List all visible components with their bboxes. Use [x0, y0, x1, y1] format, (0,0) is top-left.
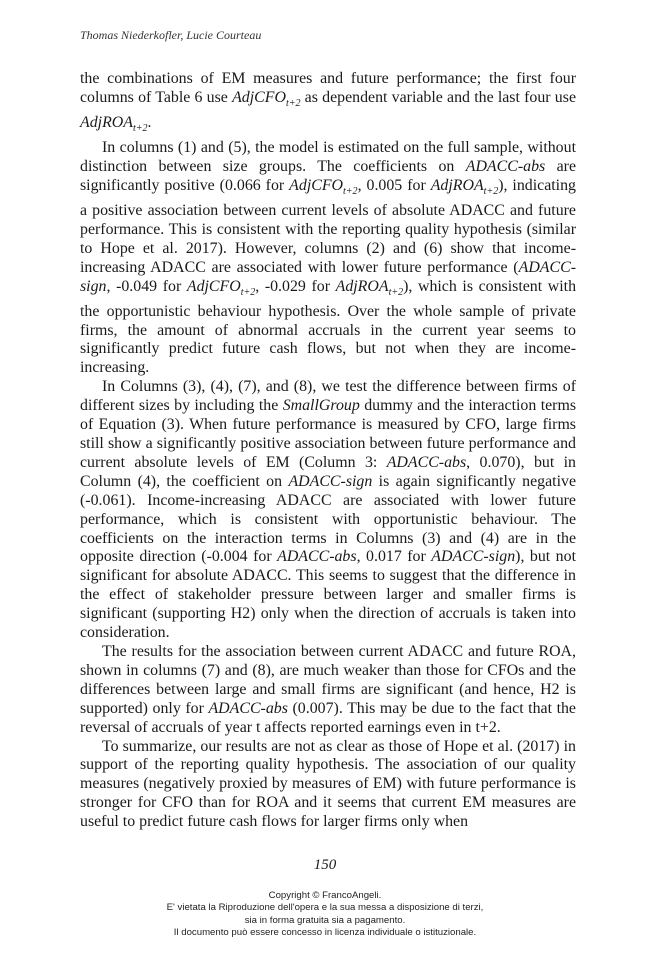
italic-term: SmallGroup [282, 397, 360, 415]
italic-term: AdjCFO [232, 88, 286, 106]
paragraph: In columns (1) and (5), the model is estimated on the full sample, without distinction between size groups. The coefficients on ADACC-abs are significantly positive (0.066 for AdjCFO$_{t+2}$, 0.005 for AdjROA$_{t+2}$), indicating a positive association between current levels of absolute ADACC and future performance. This is consistent with the reporting quality hypothesis (similar to Hope et al. 2017). However, columns (2) and (6) show that income-increasing ADACC are associated with lower future performance (ADACC-sign, -0.049 for AdjCFO$_{t+2}$, -0.029 for AdjROA$_{t+2}$), which is consistent with the opportunistic behaviour hypothesis. Over the whole sample of private firms, the amount of abnormal accruals in the current year seems to significantly predict future cash flows, but not when they are income-increasing. [80, 139, 577, 377]
italic-term: AdjROA [80, 113, 133, 131]
copyright-line: sia in forma gratuita sia a pagamento. [244, 914, 406, 926]
subscript: t+2 [388, 286, 404, 298]
subscript: t+2 [132, 123, 148, 135]
italic-term: ADACC-abs [277, 548, 357, 566]
italic-term: ADACC-abs [208, 699, 288, 717]
paragraph: To summarize, our results are not as clear as those of Hope et al. (2017) in support of the reporting quality hypothesis. The association of our quality measures (negatively proxied by measures of EM) with future performance is stronger for CFO than for ROA and it seems that current EM measures are useful to predict future cash flows for larger firms only when [80, 737, 576, 831]
page-number: 150 [313, 857, 337, 873]
italic-term: ADACC-abs [465, 157, 546, 175]
italic-term: AdjROA [430, 176, 484, 194]
running-head-authors: Thomas Niederkofler, Lucie Courteau [80, 28, 262, 42]
italic-term: AdjCFO [289, 176, 344, 194]
subscript: t+2 [483, 186, 499, 198]
italic-term: ADACC-abs [386, 453, 467, 471]
paragraph: the combinations of EM measures and future performance; the first four columns of Table 6 use AdjCFO$_{t+2}$ as dependent variable and the last four use AdjROA$_{t+2}$. [80, 70, 576, 135]
copyright-line: E' vietata la Riproduzione dell'opera e la sua messa a disposizione di terzi, [166, 902, 484, 914]
subscript: t+2 [240, 286, 256, 298]
body-text [80, 70, 576, 832]
subscript: t+2 [285, 98, 301, 110]
italic-term: ADACC-sign [288, 472, 373, 490]
paragraph: The results for the association between current ADACC and future ROA, shown in columns (7) and (8), are much weaker than those for CFOs and the differences between large and small firms are significant (and hence, H2 is supported) only for ADACC-abs (0.007). This may be due to the fact that the reversal of accruals of year t affects reported earnings even in t+2. [80, 642, 576, 736]
copyright-notice [0, 890, 650, 940]
paragraph: In Columns (3), (4), (7), and (8), we test the difference between firms of different sizes by including the SmallGroup dummy and the interaction terms of Equation (3). When future performance is measured by CFO, large firms still show a significantly positive association between future performance and current absolute levels of EM (Column 3: ADACC-abs, 0.070), but in Column (4), the coefficient on ADACC-sign is again significantly negative (-0.061). Income-increasing ADACC are associated with lower future performance, which is consistent with opportunistic behaviour. The coefficients on the interaction terms in Columns (3) and (4) are in the opposite direction (-0.004 for ADACC-abs, 0.017 for ADACC-sign), but not significant for absolute ADACC. This seems to suggest that the difference in the effect of stakeholder pressure between larger and smaller firms is significant (supporting H2) only when the direction of accruals is taken into consideration. [80, 378, 577, 642]
copyright-line: Copyright © FrancoAngeli. [268, 890, 382, 901]
italic-term: ADACC-sign [80, 258, 576, 295]
subscript: t+2 [343, 186, 358, 198]
italic-term: AdjROA [335, 277, 389, 295]
italic-term: AdjCFO [186, 277, 241, 295]
copyright-line: Il documento può essere concesso in licenza individuale o istituzionale. [173, 927, 477, 939]
italic-term: ADACC-sign [431, 548, 516, 566]
